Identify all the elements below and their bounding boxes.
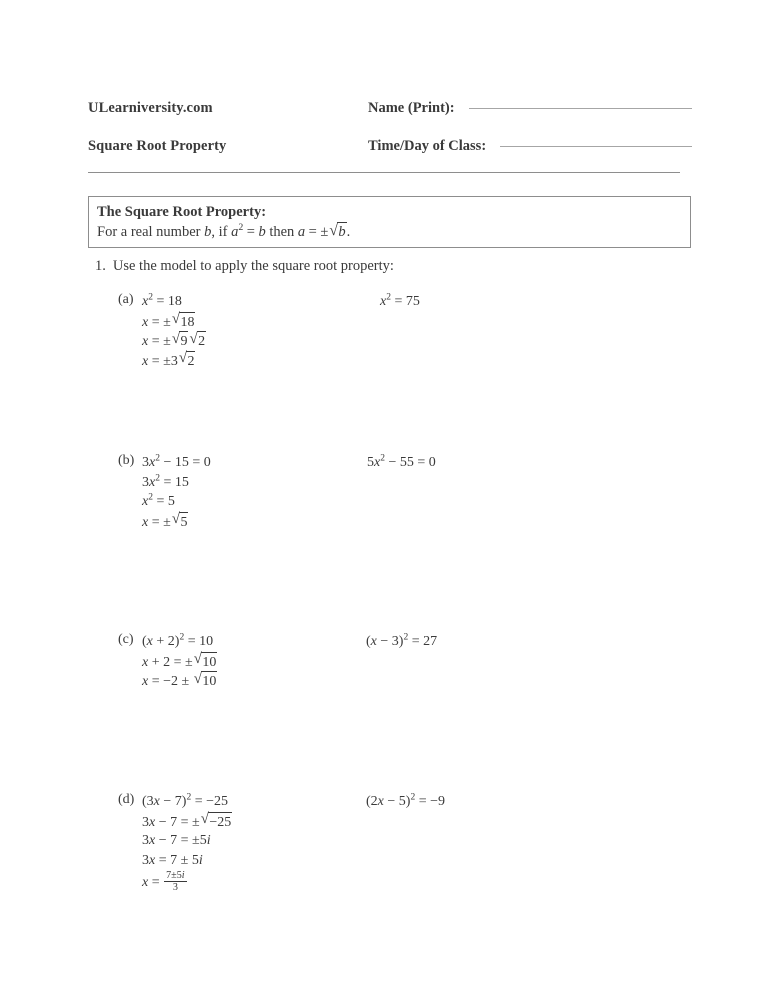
theorem-var-b-2: b [258, 224, 266, 241]
theorem-lead-text: For a real number [97, 224, 201, 241]
part-a-model-steps [142, 292, 206, 370]
header-row-name [88, 100, 692, 138]
part-b-label: (b) [118, 453, 135, 468]
name-print-label: Name (Print): [368, 100, 455, 116]
part-d-fraction [164, 870, 186, 894]
problem-number: 1. [95, 258, 106, 274]
part-b-step-1: $3x^2 - 15 = 0$ [142, 453, 211, 470]
part-d-step-2: 3x − 7 = ± √ −25 [142, 812, 232, 832]
theorem-then-text: then [269, 224, 295, 241]
part-d-label: (d) [118, 792, 135, 807]
part-d-exercise[interactable]: $(2x - 5)^2 = -9$ [366, 792, 446, 809]
theorem-radicand-b: b [338, 224, 346, 241]
part-d-step-4: 3x = 7 ± 5i [142, 852, 203, 868]
theorem-title: The Square Root Property: [97, 204, 267, 220]
part-b-step-4: x = ± √ 5 [142, 512, 211, 532]
theorem-plus-minus: ± [320, 224, 329, 241]
part-d-step-5: x = $\frac{7\pm 5i}{3}$ [142, 870, 185, 894]
worksheet-header [88, 100, 692, 176]
part-c-step-1: $(x + 2)^2 = 10$ [142, 632, 214, 649]
name-print-blank-line[interactable] [469, 108, 692, 109]
square-root-property-box [88, 196, 691, 248]
part-b-model-steps [142, 453, 211, 531]
theorem-var-a-2: a [297, 224, 306, 241]
theorem-var-b-1: b [204, 224, 212, 241]
theorem-period: . [346, 224, 351, 241]
theorem-radical-b [329, 222, 346, 242]
time-day-blank-line[interactable] [500, 146, 692, 147]
part-a-label: (a) [118, 292, 134, 307]
part-a-step-4: x = ±3 √ 2 [142, 351, 206, 371]
part-d-step-3: 3x − 7 = ±5i [142, 833, 211, 848]
theorem-equals-1: = [246, 224, 255, 241]
part-d-step-1: $(3x - 7)^2 = -25$ [142, 792, 229, 809]
worksheet-title: Square Root Property [88, 138, 227, 154]
fraction-numerator: 7±5i [166, 870, 185, 881]
part-c-step-3: x = −2 ± √ 10 [142, 671, 217, 691]
part-a-step-3: x = ± √ 9 √ 2 [142, 331, 206, 351]
theorem-exponent-2: 2 [238, 222, 244, 234]
part-a-exercise[interactable]: $x^2 = 75$ [380, 292, 420, 309]
part-a-step-2: x = ± √ 18 [142, 312, 206, 332]
header-divider-rule [88, 172, 680, 173]
part-b-step-3: $x^2 = 5$ [142, 492, 175, 509]
theorem-comma-if: , if [211, 224, 228, 241]
part-b-exercise[interactable]: $5x^2 - 55 = 0$ [367, 453, 436, 470]
part-a-step-1: $x^2 = 18$ [142, 292, 182, 309]
part-c-label: (c) [118, 632, 134, 647]
site-name: ULearniversity.com [88, 100, 213, 116]
part-d-model-steps [142, 792, 232, 894]
part-b-step-2: $3x^2 = 15$ [142, 472, 189, 490]
part-c-exercise[interactable]: $(x - 3)^2 = 27$ [366, 632, 438, 649]
theorem-equals-2: = [308, 224, 317, 241]
time-day-label: Time/Day of Class: [368, 138, 487, 154]
theorem-var-a-1: a [231, 224, 239, 241]
theorem-statement [97, 222, 682, 242]
instruction-text: Use the model to apply the square root property: [112, 258, 394, 274]
part-c-step-2: x + 2 = ± √ 10 [142, 652, 217, 672]
header-row-class [88, 138, 692, 176]
part-c-model-steps [142, 632, 217, 691]
fraction-denominator: 3 [172, 882, 178, 894]
problem-1-instruction [95, 258, 394, 275]
